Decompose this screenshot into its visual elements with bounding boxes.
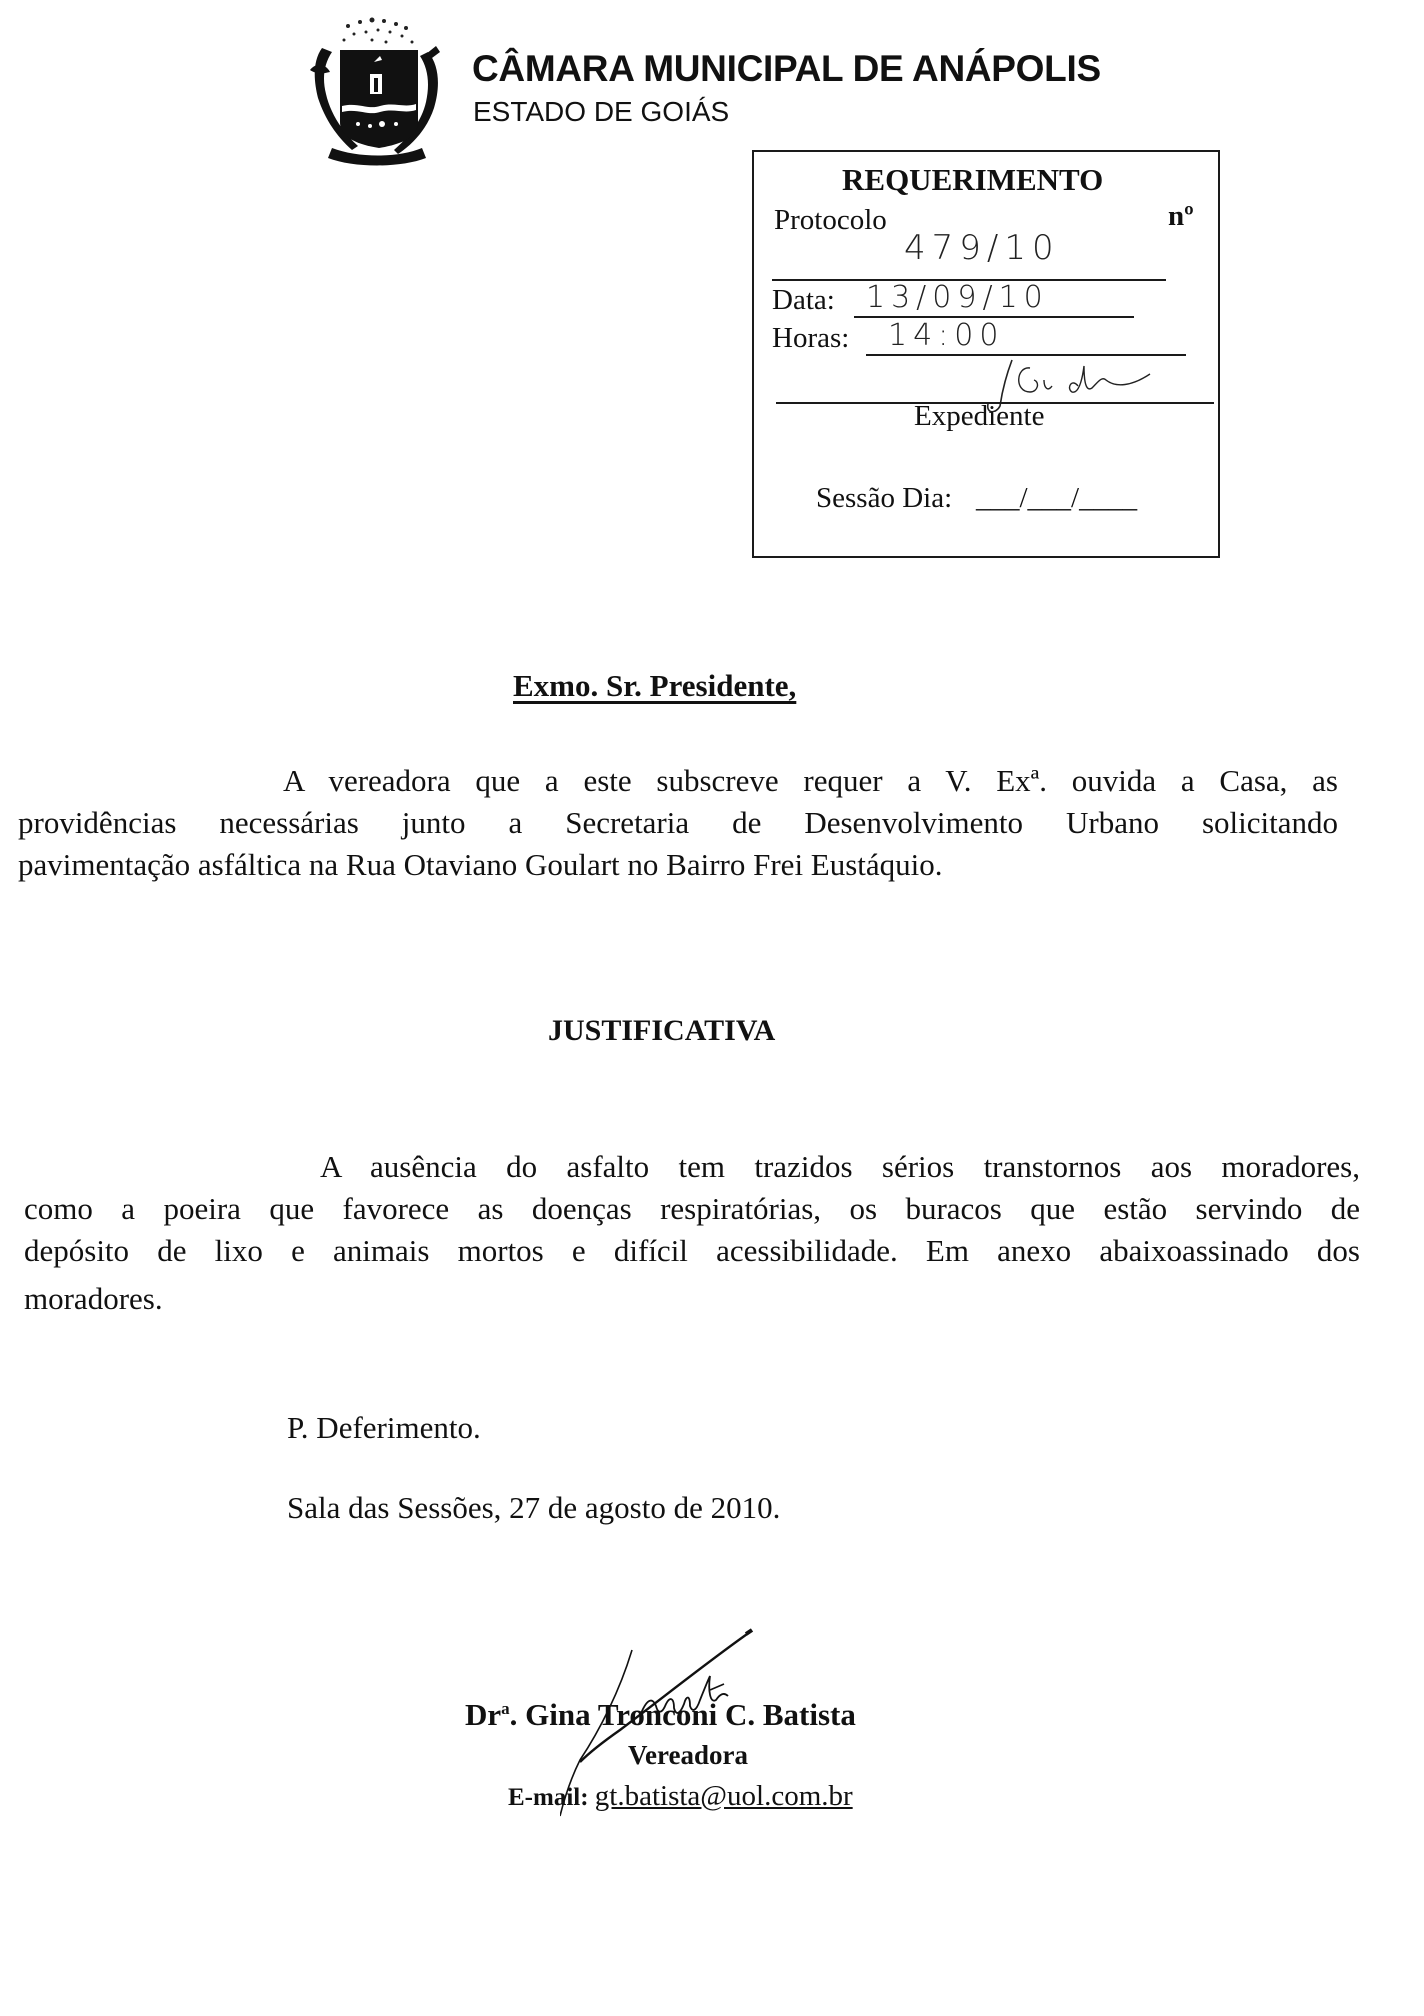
signatory-title-ordinal: a (501, 1699, 510, 1718)
sessao-dia-blank: ___/___/____ (976, 482, 1138, 514)
horas-value: 14:00 (888, 318, 1005, 353)
signatory-full-name: . Gina Tronconi C. Batista (509, 1697, 856, 1732)
expediente-label: Expediente (914, 400, 1045, 432)
paragraph-line: como a poeira que favorece as doenças respiratórias, os buracos que estão servindo de (24, 1191, 1360, 1226)
protocol-stamp-box (752, 150, 1220, 558)
stamp-title: REQUERIMENTO (842, 162, 1104, 197)
horas-label: Horas: (772, 322, 850, 354)
paragraph-line: depósito de lixo e animais mortos e difícil acessibilidade. Em anexo abaixoassinado dos (24, 1233, 1360, 1268)
numero-label: nº (1168, 200, 1194, 232)
salutation-heading: Exmo. Sr. Presidente, (513, 668, 797, 703)
signatory-role: Vereadora (628, 1740, 748, 1770)
paragraph-line: moradores. (24, 1281, 163, 1316)
paragraph-line: pavimentação asfáltica na Rua Otaviano Goulart no Bairro Frei Eustáquio. (18, 847, 943, 882)
paragraph-line: A ausência do asfalto tem trazidos sérios transtornos aos moradores, (320, 1149, 1360, 1184)
signatory-name (465, 1697, 856, 1733)
crown-icon (343, 18, 414, 44)
sessao-dia-label: Sessão Dia: (816, 482, 953, 514)
justification-paragraph (24, 1146, 1360, 1320)
signatory-email-row (508, 1780, 853, 1813)
crest-logo (308, 12, 444, 168)
email-label: E-mail: (508, 1784, 589, 1811)
data-label: Data: (772, 284, 835, 316)
protocolo-value: 479/10 (904, 228, 1060, 268)
data-value: 13/09/10 (866, 280, 1049, 315)
justification-heading: JUSTIFICATIVA (548, 1014, 776, 1047)
signatory-title: Dr (465, 1697, 502, 1732)
request-paragraph (18, 760, 1338, 886)
closing-text: P. Deferimento. (287, 1410, 481, 1445)
paragraph-line: A vereadora que a este subscreve requer a V. Exª. ouvida a Casa, as (283, 763, 1338, 798)
email-link[interactable]: gt.batista@uol.com.br (594, 1780, 853, 1812)
paragraph-line: providências necessárias junto a Secretaria de Desenvolvimento Urbano solicitando (18, 805, 1338, 840)
organization-subtitle: ESTADO DE GOIÁS (473, 96, 730, 127)
place-and-date: Sala das Sessões, 27 de agosto de 2010. (287, 1490, 781, 1525)
organization-title: CÂMARA MUNICIPAL DE ANÁPOLIS (472, 48, 1101, 89)
protocolo-label: Protocolo (774, 204, 887, 236)
